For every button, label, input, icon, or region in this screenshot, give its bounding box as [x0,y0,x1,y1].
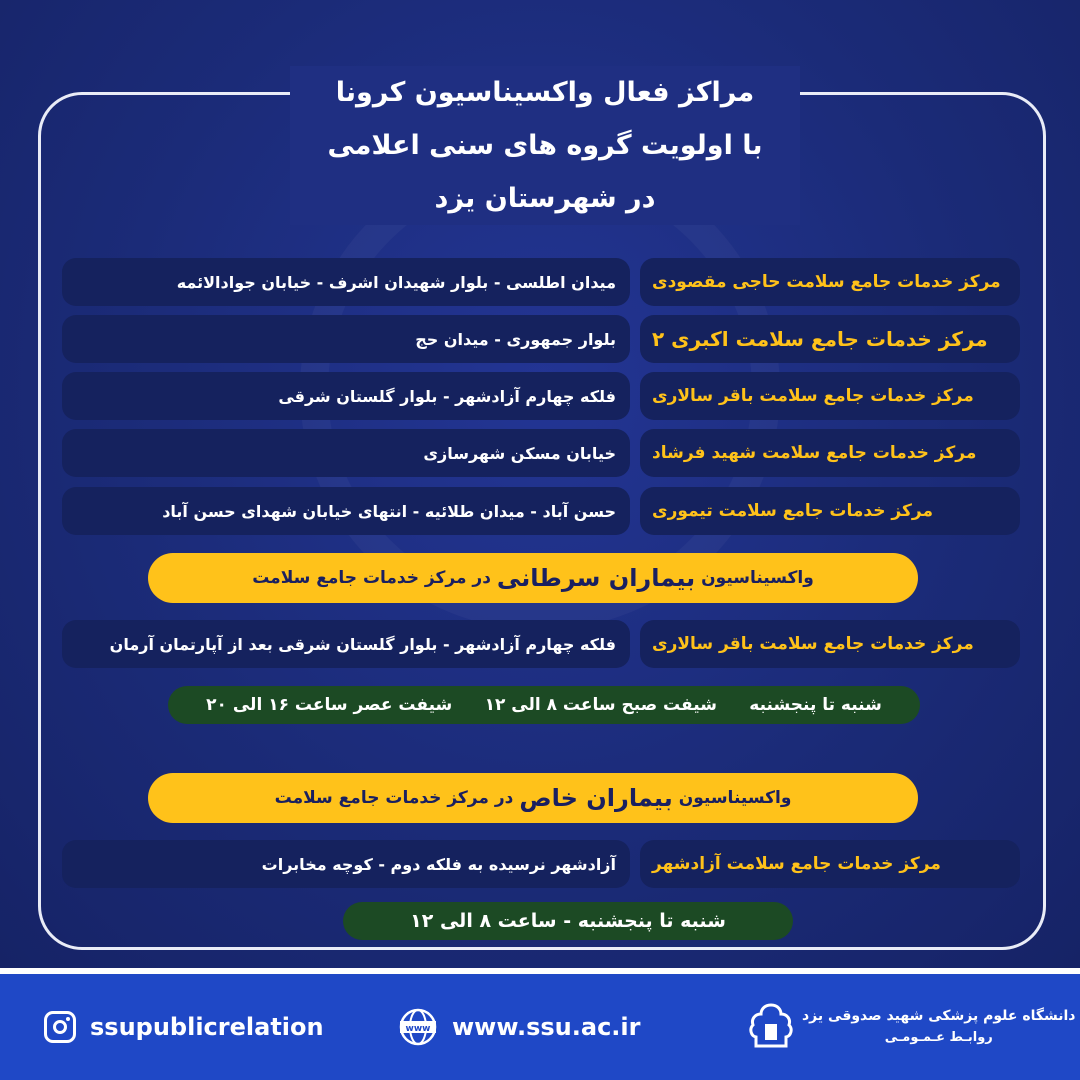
center-row [0,258,1080,306]
center-address: آزادشهر نرسیده به فلکه دوم - کوچه مخابرات [62,840,630,888]
center-row [0,372,1080,420]
instagram-link[interactable] [44,974,324,1080]
globe-www-icon [398,1007,438,1047]
center-address: میدان اطلسی - بلوار شهیدان اشرف - خیابان جوادالائمه [62,258,630,306]
title-line-3: در شهرستان یزد [434,183,656,214]
university-name: دانشگاه علوم پزشکی شهید صدوقی یزد [802,1008,1076,1024]
schedule-evening: شیفت عصر ساعت ۱۶ الی ۲۰ [206,695,453,715]
special-schedule [343,902,793,940]
svg-text:www: www [405,1024,431,1034]
center-address: بلوار جمهوری - میدان حج [62,315,630,363]
website-url: www.ssu.ac.ir [452,1013,641,1041]
department-name: روابـط عـمـومـی [884,1030,993,1045]
instagram-handle: ssupublicrelation [90,1013,324,1041]
center-name: مرکز خدمات جامع سلامت باقر سالاری [640,372,1020,420]
center-address: خیابان مسکن شهرسازی [62,429,630,477]
schedule-text: شنبه تا پنجشنبه - ساعت ۸ الی ۱۲ [410,910,726,932]
banner-suffix: در مرکز خدمات جامع سلامت [274,788,514,808]
title-line-1: مراکز فعال واکسیناسیون کرونا [335,77,755,108]
cancer-schedule [168,686,920,724]
center-name: مرکز خدمات جامع سلامت باقر سالاری [640,620,1020,668]
instagram-icon [44,1011,76,1043]
center-row [0,620,1080,668]
center-address: حسن آباد - میدان طلائیه - انتهای خیابان شهدای حسن آباد [62,487,630,535]
center-row [0,429,1080,477]
university-logo-icon [748,1002,794,1052]
center-name: مرکز خدمات جامع سلامت آزادشهر [640,840,1020,888]
center-name: مرکز خدمات جامع سلامت شهید فرشاد [640,429,1020,477]
schedule-days: شنبه تا پنجشنبه [749,695,882,715]
title-line-2: با اولویت گروه های سنی اعلامی [327,130,763,161]
banner-emphasis: بیماران سرطانی [496,564,696,592]
center-name: مرکز خدمات جامع سلامت تیموری [640,487,1020,535]
center-name: مرکز خدمات جامع سلامت اکبری ۲ [640,315,1020,363]
banner-prefix: واکسیناسیون [701,568,814,588]
center-name: مرکز خدمات جامع سلامت حاجی مقصودی [640,258,1020,306]
center-address: فلکه چهارم آزادشهر - بلوار گلستان شرقی بعد از آپارتمان آرمان [62,620,630,668]
banner-emphasis: بیماران خاص [519,784,673,812]
special-patients-banner [148,773,918,823]
website-link[interactable] [398,974,640,1080]
page-title [290,66,800,225]
schedule-morning: شیفت صبح ساعت ۸ الی ۱۲ [484,695,717,715]
center-row [0,840,1080,888]
footer [0,968,1080,1080]
cancer-patients-banner [148,553,918,603]
banner-suffix: در مرکز خدمات جامع سلامت [252,568,491,588]
center-address: فلکه چهارم آزادشهر - بلوار گلستان شرقی [62,372,630,420]
center-row [0,487,1080,535]
banner-prefix: واکسیناسیون [678,788,792,808]
university-branding [748,974,1076,1080]
center-row [0,315,1080,363]
